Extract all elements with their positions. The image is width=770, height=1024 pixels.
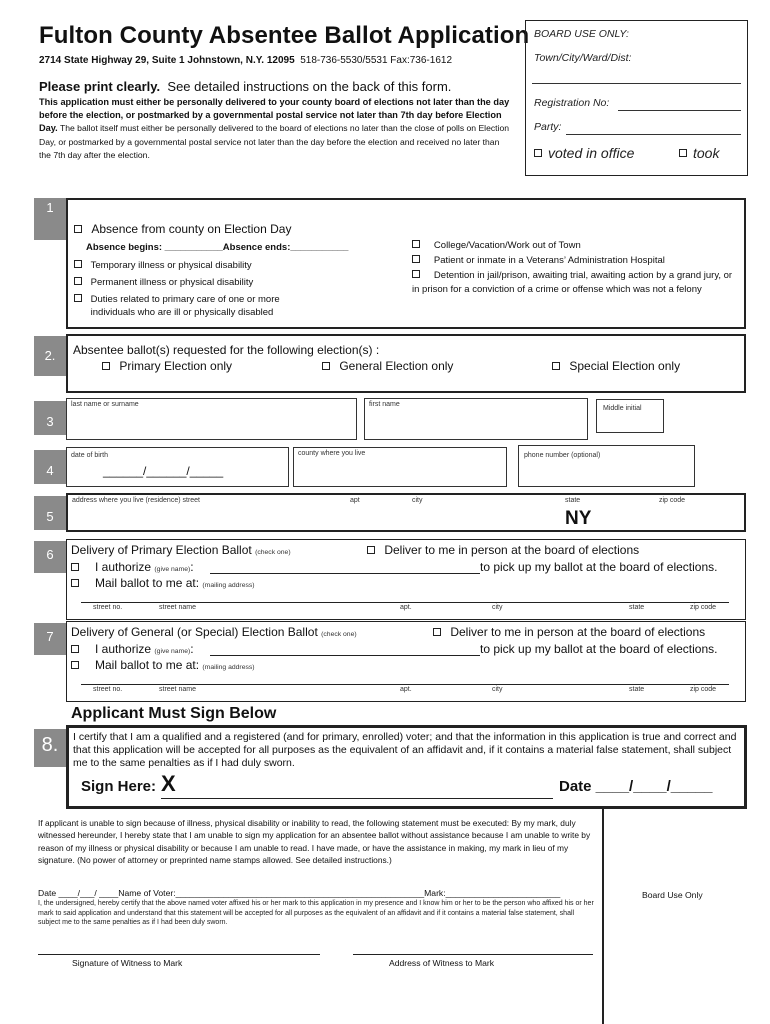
address-phone: 518-736-5530/5531 Fax:736-1612 [300, 55, 453, 66]
witness-signature-label: Signature of Witness to Mark [72, 958, 183, 968]
primary-label: Primary Election only [119, 359, 233, 373]
general-delivery-heading [71, 625, 357, 639]
primary-state: state [629, 604, 645, 611]
voted-label: voted in office [548, 145, 635, 161]
board-registration-line[interactable] [618, 110, 741, 111]
first-name-field[interactable] [364, 398, 588, 440]
section-1-number: 1 [34, 198, 66, 240]
general-authorize-label: I authorize [95, 642, 152, 656]
general-mail-option[interactable] [71, 658, 255, 672]
intro-rest: The ballot itself must either be personally delivered to the board of elections no later than the close of polls on Election Day, or postmarked by a governmental postal service not later than the day before the election and received no later than the 7th day after the election. [39, 123, 510, 160]
board-use-divider [602, 808, 604, 1024]
checkbox-icon[interactable] [412, 240, 420, 248]
temp-illness-label: Temporary illness or physical disability [90, 260, 252, 271]
sign-here-label: Sign Here: [81, 778, 157, 795]
signature-line[interactable] [161, 798, 553, 799]
primary-mail-label: Mail ballot to me at: [95, 576, 200, 590]
general-zip: zip code [690, 686, 717, 693]
board-registration-label: Registration No: [534, 97, 610, 109]
voted-checkbox[interactable] [534, 149, 542, 157]
absence-county-label: Absence from county on Election Day [91, 222, 292, 236]
primary-apt: apt. [400, 604, 412, 611]
section-8-number: 8. [34, 729, 66, 767]
patient-label: Patient or inmate in a Veterans’ Administration Hospital [433, 255, 665, 266]
primary-delivery-heading [71, 543, 291, 557]
sign-x-mark: X [161, 771, 176, 796]
primary-pickup-text: to pick up my ballot at the board of elections. [480, 560, 718, 574]
general-apt: apt. [400, 686, 412, 693]
witness-text: I, the undersigned, hereby certify that the above named voter affixed his or her mark to this application in my presence and I know him or her to be the person who affixed his or her mark to said application and understand that this statement will be accepted for all purposes as the equivalent of an affidavit and if it contains a material false statement, shall subject me to the same penalties as if I had been duly sworn. [38, 900, 594, 927]
checkbox-icon[interactable] [74, 277, 82, 285]
primary-authorize-line[interactable] [210, 573, 480, 574]
county-field[interactable] [293, 447, 507, 487]
board-address [39, 55, 452, 66]
board-party-line[interactable] [566, 134, 741, 135]
phone-field[interactable] [518, 445, 695, 487]
detention-label: Detention in jail/prison, awaiting trial, awaiting action by a grand jury, or in prison for a conviction of a crime or offense which was not a felony [412, 270, 733, 295]
general-mail-line[interactable] [81, 684, 729, 685]
checkbox-icon[interactable] [552, 362, 560, 370]
section-1-box [66, 198, 746, 329]
temp-illness-option[interactable] [74, 260, 252, 271]
dob-label: date of birth [71, 452, 108, 459]
primary-check-one: (check one) [255, 549, 291, 556]
section-6-number: 6 [34, 541, 66, 573]
section-7-number: 7 [34, 623, 66, 655]
board-use-only-label: Board Use Only [642, 890, 703, 900]
primary-deliver-option[interactable] [367, 543, 639, 557]
general-delivery-title: Delivery of General (or Special) Election Ballot [71, 625, 318, 639]
primary-option[interactable] [102, 359, 232, 373]
general-authorize-line[interactable] [210, 655, 480, 656]
address-label: address where you live (residence) street [72, 497, 201, 504]
checkbox-icon[interactable] [102, 362, 110, 370]
general-check-one: (check one) [321, 631, 357, 638]
address-zip-label: zip code [659, 497, 686, 504]
dob-field[interactable] [66, 447, 289, 487]
witness-signature-line[interactable] [38, 954, 320, 955]
perm-illness-option[interactable] [74, 277, 253, 288]
ballots-requested-label: Absentee ballot(s) requested for the following election(s) : [73, 343, 380, 357]
address-city-label: city [412, 497, 423, 504]
perm-illness-label: Permanent illness or physical disability [90, 277, 254, 288]
checkbox-icon[interactable] [412, 270, 420, 278]
special-label: Special Election only [569, 359, 681, 373]
sign-below-heading: Applicant Must Sign Below [71, 705, 277, 722]
absence-county-option[interactable] [74, 222, 291, 236]
checkbox-icon[interactable] [74, 225, 82, 233]
general-mailing-hint: (mailing address) [202, 664, 255, 671]
general-label: General Election only [339, 359, 454, 373]
section-7-box [66, 621, 746, 702]
address-state-label: state [565, 497, 581, 504]
checkbox-icon[interactable] [71, 579, 79, 587]
general-deliver-option[interactable] [433, 625, 705, 639]
section-5-number: 5 [34, 496, 66, 530]
special-option[interactable] [552, 359, 680, 373]
general-pickup-text: to pick up my ballot at the board of elections. [480, 642, 718, 656]
section-2-box [66, 334, 746, 393]
took-checkbox[interactable] [679, 149, 687, 157]
checkbox-icon[interactable] [74, 260, 82, 268]
duties-option[interactable] [74, 293, 334, 319]
middle-initial-label: Middle initial [603, 405, 642, 412]
certify-text: I certify that I am a qualified and a registered (and for primary, enrolled) voter; and that the information in this application is true and correct and that this application will be accepted for all purposes as the equivalent of an affidavit and, if it contains a material false statement, shall subject me to the same penalties as if I had duly sworn. [73, 731, 737, 769]
witness-address-line[interactable] [353, 954, 593, 955]
general-give-name: (give name) [154, 648, 191, 655]
checkbox-icon[interactable] [71, 563, 79, 571]
absence-dates[interactable]: Absence begins: ___________Absence ends:___________ [86, 242, 349, 253]
general-deliver-label: Deliver to me in person at the board of elections [450, 625, 706, 639]
primary-mail-option[interactable] [71, 576, 255, 590]
board-use-box [525, 20, 748, 176]
sign-date[interactable]: Date ____/____/_____ [559, 778, 713, 795]
primary-authorize-label: I authorize [95, 560, 152, 574]
board-use-heading: BOARD USE ONLY: [534, 28, 629, 40]
address-field[interactable] [66, 493, 746, 532]
general-street-name: street name [159, 686, 196, 693]
primary-authorize-option[interactable]: I authorize (give name): [71, 560, 194, 574]
form-title: Fulton County Absentee Ballot Application [39, 22, 530, 49]
checkbox-icon[interactable] [74, 294, 82, 302]
last-name-field[interactable] [66, 398, 357, 440]
general-authorize-option[interactable]: I authorize (give name): [71, 642, 194, 656]
primary-mail-line[interactable] [81, 602, 729, 603]
section-3-number: 3 [34, 401, 66, 435]
checkbox-icon[interactable] [433, 628, 441, 636]
county-label: county where you live [298, 450, 366, 457]
primary-street-name: street name [159, 604, 196, 611]
took-label: took [693, 145, 720, 161]
instructions-note: See detailed instructions on the back of this form. [167, 79, 452, 94]
address-street: 2714 State Highway 29, Suite 1 Johnstown, N.Y. 12095 [39, 55, 295, 66]
primary-street-no: street no. [93, 604, 123, 611]
primary-give-name: (give name) [154, 566, 191, 573]
primary-mailing-hint: (mailing address) [202, 582, 255, 589]
board-town-label: Town/City/Ward/Dist: [534, 52, 632, 64]
section-6-box [66, 539, 746, 620]
section-8-box [66, 725, 747, 809]
board-party-label: Party: [534, 121, 562, 133]
general-mail-label: Mail ballot to me at: [95, 658, 200, 672]
mark-date-line[interactable]: Date ____/___/ ____Name of Voter:____________________________________________________Mark:________________________ [38, 888, 561, 898]
middle-initial-field[interactable] [596, 399, 664, 433]
mark-statement: If applicant is unable to sign because of illness, physical disability or inability to read, the following statement must be executed: By my mark, duly witnessed hereunder, I hereby state that I am unable to sign my application for an absentee ballot without assistance because I am unable to write by reason of my illness or physical disability or because I am unable to read. I have made, or have the assistance in making, my mark in lieu of my signature. (No power of attorney or preprinted name stamps allowed. See detailed instructions.) [38, 818, 591, 866]
checkbox-icon[interactable] [71, 645, 79, 653]
general-option[interactable] [322, 359, 453, 373]
primary-delivery-title: Delivery of Primary Election Ballot [71, 543, 252, 557]
intro-bold: This application must either be personally delivered to your county board of elections not later than the day before the election, or postmarked by a governmental postal service not later than 7th day before Election Day. [39, 97, 510, 134]
duties-label: Duties related to primary care of one or more individuals who are ill or physically disabled [90, 294, 280, 318]
state-value: NY [565, 508, 592, 529]
intro-paragraph [39, 96, 513, 162]
print-clearly: Please print clearly. [39, 79, 161, 94]
general-city: city [492, 686, 503, 693]
primary-zip: zip code [690, 604, 717, 611]
dob-blank: ______/______/_____ [103, 464, 224, 478]
section-4-number: 4 [34, 450, 66, 484]
patient-option[interactable] [412, 255, 665, 266]
section-2-number: 2. [34, 336, 66, 376]
primary-deliver-label: Deliver to me in person at the board of elections [384, 543, 640, 557]
checkbox-icon[interactable] [322, 362, 330, 370]
detention-option[interactable] [412, 269, 742, 297]
board-town-line[interactable] [532, 83, 741, 84]
board-voted-row [534, 145, 739, 161]
witness-address-label: Address of Witness to Mark [389, 958, 495, 968]
first-name-label: first name [369, 401, 400, 408]
print-clearly-note [39, 79, 451, 94]
primary-city: city [492, 604, 503, 611]
checkbox-icon[interactable] [71, 661, 79, 669]
college-label: College/Vacation/Work out of Town [433, 240, 581, 251]
checkbox-icon[interactable] [367, 546, 375, 554]
checkbox-icon[interactable] [412, 255, 420, 263]
last-name-label: last name or surname [71, 401, 139, 408]
general-street-no: street no. [93, 686, 123, 693]
address-apt-label: apt [350, 497, 360, 504]
phone-label: phone number (optional) [524, 452, 601, 459]
college-option[interactable] [412, 240, 581, 251]
general-state: state [629, 686, 645, 693]
